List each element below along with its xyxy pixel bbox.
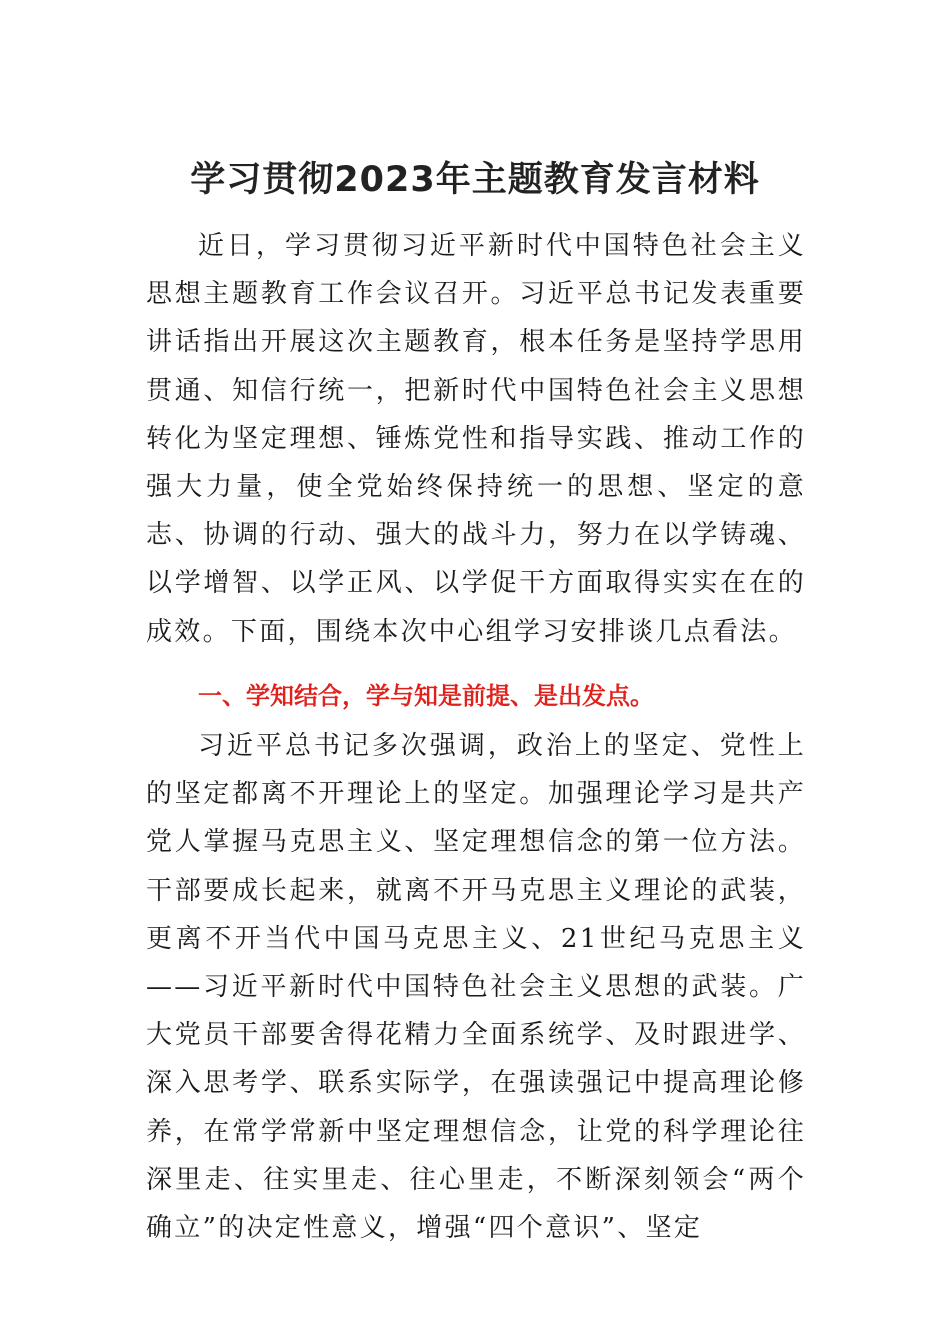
document-title: 学习贯彻2023年主题教育发言材料 [190,160,760,200]
intro-paragraph: 近日，学习贯彻习近平新时代中国特色社会主义思想主题教育工作会议召开。习近平总书记发表重要讲话指出开展这次主题教育，根本任务是坚持学思用贯通、知信行统一，把新时代中国特色社会主义思想转化为坚定理想、锤炼党性和指导实践、推动工作的强大力量，使全党始终保持统一的思想、坚定的意志、协调的行动、强大的战斗力，努力在以学铸魂、以学增智、以学正风、以学促干方面取得实实在在的成效。下面，围绕本次中心组学习安排谈几点看法。 [146,231,806,647]
section-paragraph: 习近平总书记多次强调，政治上的坚定、党性上的坚定都离不开理论上的坚定。加强理论学习是共产党人掌握马克思主义、坚定理想信念的第一位方法。干部要成长起来，就离不开马克思主义理论的武装，更离不开当代中国马克思主义、21世纪马克思主义——习近平新时代中国特色社会主义思想的武装。广大党员干部要舍得花精力全面系统学、及时跟进学、深入思考学、联系实际学，在强读强记中提高理论修养，在常学常新中坚定理想信念，让党的科学理论往深里走、往实里走、往心里走，不断深刻领会“两个确立”的决定性意义，增强“四个意识”、坚定 [146,731,806,1244]
section-heading: 一、学知结合，学与知是前提、是出发点。 [198,682,654,710]
